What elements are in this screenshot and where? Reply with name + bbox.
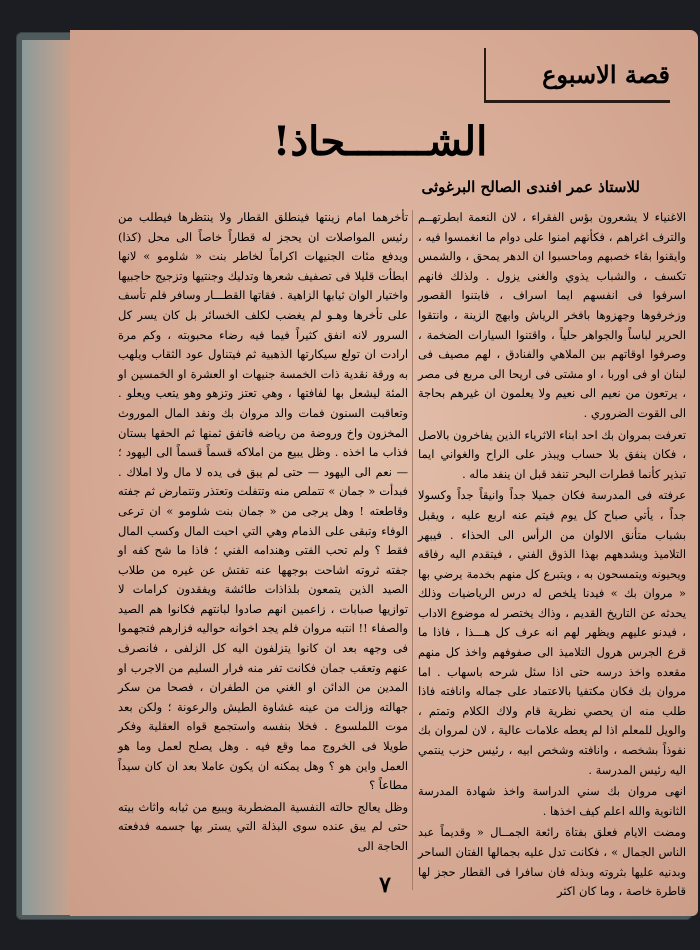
right-column [418,208,686,904]
paragraph: تعرفت بمروان بك احد ابناء الاثرياء الذين يفاخرون بالاصل ، فكان ينفق بلا حساب ويبذر على الراح والغواني ايما تبذير كأنما قطرات البحر تنفد قبل ان ينفد ماله . [418,427,686,481]
section-title: قصة الاسبوع [542,60,670,89]
paragraph: عرفته فى المدرسة فكان جميلا جداً وانيقاً جداً وكسولا جداً ، يأتي صباح كل يوم فيتم عنه اربع عليه ، ويقبل بشباب متأنق الالوان من الرأس الى الحذاء . فيبهر التلاميذ ويشدههم بهذا الذوق الفني ، فيتقدم اليه رفاقه ويحيونه ويتمسحون به ، ويتبرع كل منهم بخدمة يرضي بها « مروان بك » فيدنا يلخص له درس الرياضيات وذلك يحدثه عن التاريخ القديم ، وذاك يختصر له موضوع الاداب ، فيدنو عليهم ويظهر لهم انه عرف كل هـــذا ، فاذا ما قرع الجرس هرول التلاميذ الى صفوفهم واخذ كل منهم مقعده واخذ درسه حتى اذا سئل شرحه باسهاب . اما مروان بك فكان مكتفيا بالاعتماد على جماله وانافته فاذا طلب منه ان يحصي نظرية قام ولاك الكلام وتمتم ، والويل للمعلم اذا لم يعطه علامات عالية ، لان لمروان بك نفوذاً بشخصه ، وانافته وشخص ابيه ، رئيس حزب ينتمي اليه رئيس المدرسة . [418,488,686,777]
column-divider [412,210,413,890]
paragraph: وظل يعالج حالته النفسية المضطربة ويبيع من ثيابه واثاث بيته حتى لم يبق عنده سوى البذلة التي يستر بها جسمه فدفعته الحاجة الى [118,799,408,853]
paragraph: ومضت الايام فعلق بفتاة رائعة الجمــال « وقديماً عبد الناس الجمال » ، فكانت تدل عليه بجمالها الفتان الساحر وبدنيه عليها بثروته وبذله فان سافرا فى القطار حجز لها قاطرة خاصة ، وما كان اكثر [418,825,686,899]
left-column [118,208,408,859]
story-title: الشـــــــحاذ! [272,118,488,165]
page-number: ٧ [379,872,391,898]
paragraph: تأخرهما امام زينتها فينطلق القطار ولا ينتظرها فيطلب من رئيس المواصلات ان يحجز له قطاراً خاصاً الى محل (كذا) ويدفع مئات الجنيهات اكراماً لخاطر بنت « شلومو » لانها ابطأت قليلا فى تصفيف شعرها وتدليك وجنتيها وتزجيج حاجبيها واختيار الوان ثيابها الزاهية . فقاتها القطـــار وسافر فلم تأسف على تأخرها وهـو لم يغضب لكلف الخسائر بل كان يسر كل السرور لانه انفق كثيراً فيما فيه رضاء محبوبته ، وكم مرة ارادت ان تولع سيكارتها الذهبية ثم فيتناول عود الثقاب ويلهب به ورقة نقدية ذات الخمسة جنيهات او العشرة او الخمسين او المئة ليشعل بها لفافتها ، وهي تعتز وتزهو وهو يتعب ويعلو . وتعاقبت السنون فمات والد مروان بك ونفد المال الموروث المخزون واخ وروضة من رياضه فاتفق ثمنها ثم الحقها بستان فذاب ما اخذه . وظل يبيع من املاكه قسماً قسماً الى اليهود ؛ — نعم الى اليهود — حتى لم يبق فى يده لا مال ولا املاك . فبدأت « جمان » تتملص منه وتتفلت وتعتذر وتتمارض ثم جفته وقاطعته ! وهل يرجى من « جمان بنت شلومو » ان ترعى الوفاء وتبقى على الذمام وهي التي احبت المال وكسب المال فقط ؟ ولم تحب الفتى وهندامه الفني ؛ فاذا ما شح كفه او جفته ثروته اشاحت بوجهها عنه تفتش عن غيره من طلاب الصيد الذين يتمعون بلذاذات طائشة ويفقدون كرامات لا توازيها صبابات ، زاعمين انهم صادوا لبانتهم فكانوا هم الصيد والصفاء !! انتبه مروان فلم يجد اخوانه حواليه فزارهم فتجهموا فى وجهه بعد ان كانوا يتزلفون اليه كل الزلفى ، فانصرف عنهم وتعقب جمان فكانت تفر منه فرار السليم من الاجرب او المدين من الدائن او الغني من الطفران ، فصحا من سكر جهالته وزالت من عينه غشاوة الطيش والرعونة ؛ ولكن بعد موت اللملسوع . فخلا بنفسه واستجمع قواه العقلية وفكر طويلا فى الخروج مما وقع فيه . وهل يصلح لعمل وما هو العمل واين هو ؟ وهل يمكنه ان يكون عاملا بعد ان كان سيداً مطاعاً ؟ [118,210,408,793]
story-byline: للاستاذ عمر افندى الصالح البرغوثى [421,178,640,196]
page-edge [22,40,72,915]
paragraph: انهى مروان بك سني الدراسة واخذ شهادة المدرسة الثانوية والله اعلم كيف اخذها . [418,784,686,818]
paragraph: الاغنياء لا يشعرون بؤس الفقراء ، لان النعمة ابطرتهــم والترف اغراهم ، فكأنهم امنوا على دوام ما انغمسوا فيه ، وايقنوا بقاء خصبهم وماحسبوا ان الدهر يمحق ، والشمس تكسف ، والشباب يذوي والغنى يزول . ولذلك فانهم اسرفوا فى انفسهم ايما اسراف ، فابتنوا القصور وزخرفوها وجهزوها بافخر الرياش وابهج الزينة ، وانتقوا الحرير لباساً والجواهر حلياً ، واقتنوا السيارات الضخمة ، وصرفوا اوقاتهم بين الملاهي والفنادق ، لهم مصيف فى لبنان او فى اوربا ، او مشتى فى اريحا الى مربع فى مصر ، يرتعون من نعيم الى نعيم ولا يعلمون ان غيرهم بحاجة الى القوت الضروري . [418,210,686,420]
